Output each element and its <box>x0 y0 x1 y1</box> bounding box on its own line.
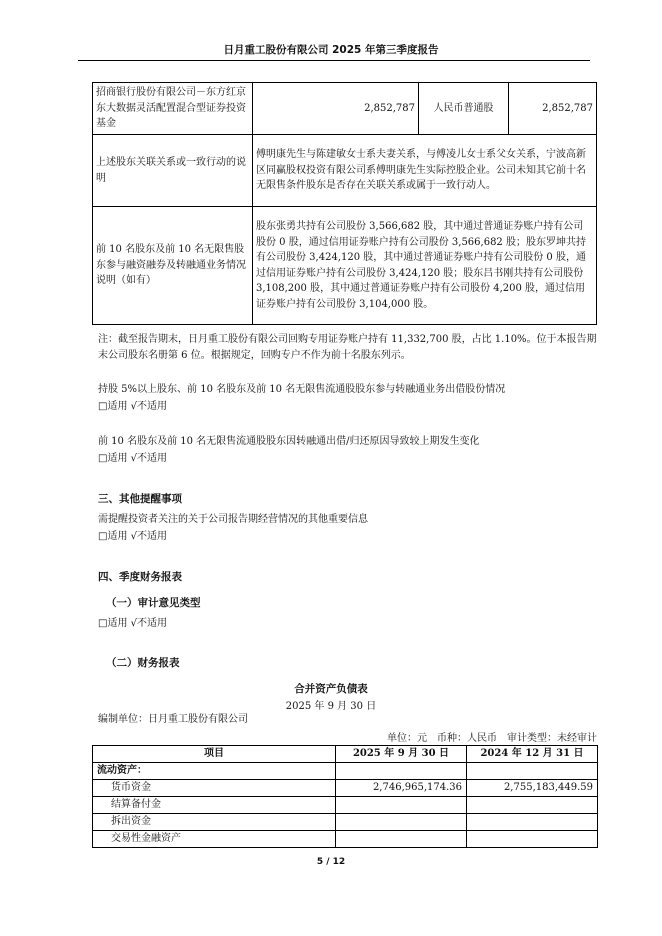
header-2025: 2025 年 9 月 30 日 <box>336 746 467 763</box>
table-row <box>93 831 598 848</box>
row-item: 拆出资金 <box>93 814 336 831</box>
row-value-2024 <box>467 814 598 831</box>
audit-opinion-check: □适用 √不适用 <box>98 618 167 629</box>
row-value-2025 <box>336 797 467 814</box>
row-value-2025: 2,746,965,174.36 <box>336 780 467 797</box>
row-item: 交易性金融资产 <box>93 831 336 848</box>
table-row <box>93 207 597 325</box>
section3-text: 需提醒投资者关注的关于公司报告期经营情况的其他重要信息 <box>98 514 368 525</box>
shareholders-table <box>92 82 597 325</box>
compiler: 编制单位：日月重工股份有限公司 <box>98 714 248 725</box>
margin-trading-text: 股东张勇共持有公司股份 3,566,682 股，其中通过普通证券账户持有公司股份 0 股，通过信用证券账户持有公司股份 3,566,682 股；股东罗坤共持有公司股份 3,424,120 股，其中通过普通证券账户持有公司股份 0 股，通过信用证券账户持有公司股份 3,424,120 股；股东吕书刚共持有公司股份 3,108,200 股，其中通过普通证券账户持有公司股份 4,200 股，通过信用证券账户持有公司股份 3,104,000 股。 <box>253 207 597 325</box>
header-2024: 2024 年 12 月 31 日 <box>467 746 598 763</box>
row-item: 结算备付金 <box>93 797 336 814</box>
table-row <box>93 814 598 831</box>
table-row <box>93 135 597 207</box>
table-row <box>93 763 598 780</box>
table-row <box>93 780 598 797</box>
row-value-2025 <box>336 814 467 831</box>
report-header-title: 日月重工股份有限公司 2025 年第三季度报告 <box>223 44 439 56</box>
section4-heading: 四、季度财务报表 <box>98 571 182 583</box>
page-number: 5 / 12 <box>316 857 346 867</box>
section3-check: □适用 √不适用 <box>98 531 167 542</box>
shareholder-shares: 2,852,787 <box>253 83 419 135</box>
repurchase-note: 注：截至报告期末，日月重工股份有限公司回购专用证券账户持有 11,332,700 股，占比 1.10%。位于本报告期末公司股东名册第 6 位。根据规定，回购专户不作为前十名股东列示。 <box>98 334 597 361</box>
section3-heading: 三、其他提醒事项 <box>98 493 182 505</box>
lending-check: □适用 √不适用 <box>98 401 167 412</box>
audit-opinion-heading: （一）审计意见类型 <box>106 597 201 609</box>
header-divider <box>78 60 590 61</box>
row-value-2025 <box>336 831 467 848</box>
margin-trading-label: 前 10 名股东及前 10 名无限售股东参与融资融券及转融通业务情况说明（如有） <box>93 207 253 325</box>
units-info: 单位：元 币种：人民币 审计类型：未经审计 <box>387 733 597 744</box>
header-item: 项目 <box>93 746 336 763</box>
balance-sheet-title: 合并资产负债表 <box>294 683 368 695</box>
change-title: 前 10 名股东及前 10 名无限售流通股股东因转融通出借/归还原因导致较上期发生变化 <box>98 436 480 447</box>
row-value-2024: 2,755,183,449.59 <box>467 780 598 797</box>
balance-sheet-date: 2025 年 9 月 30 日 <box>285 701 377 712</box>
change-check: □适用 √不适用 <box>98 453 167 464</box>
financial-statements-heading: （二）财务报表 <box>106 657 180 669</box>
table-row <box>93 83 597 135</box>
share-quantity: 2,852,787 <box>509 83 597 135</box>
row-value-2024 <box>467 797 598 814</box>
table-header-row <box>93 746 598 763</box>
row-value-2024 <box>467 831 598 848</box>
shareholder-name: 招商银行股份有限公司－东方红京东大数据灵活配置混合型证券投资基金 <box>93 83 253 135</box>
share-type: 人民币普通股 <box>419 83 509 135</box>
lending-title: 持股 5%以上股东、前 10 名股东及前 10 名无限售流通股股东参与转融通业务出借股份情况 <box>98 384 506 395</box>
relation-label: 上述股东关联关系或一致行动的说明 <box>93 135 253 207</box>
relation-text: 傅明康先生与陈建敏女士系夫妻关系，与傅凌儿女士系父女关系，宁波高新区同赢股权投资有限公司系傅明康先生实际控股企业。公司未知其它前十名无限售条件股东是否存在关联关系或属于一致行动人。 <box>253 135 597 207</box>
table-row <box>93 797 598 814</box>
balance-sheet-table <box>92 745 598 848</box>
current-assets-label: 流动资产： <box>93 763 336 780</box>
row-item: 货币资金 <box>93 780 336 797</box>
